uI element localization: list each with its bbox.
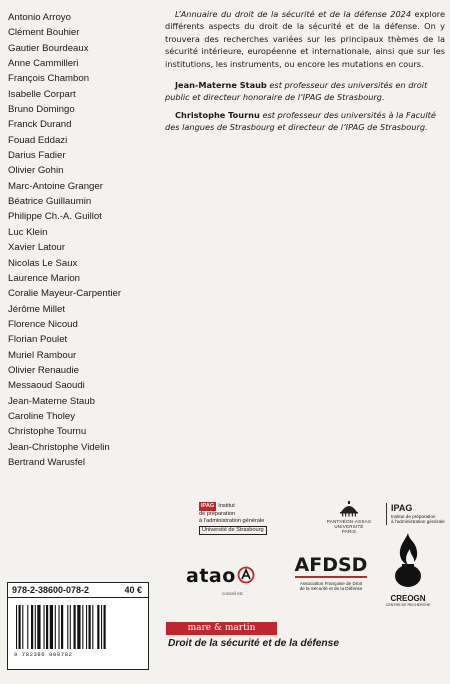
afdsd-name: AFDSD (294, 554, 368, 576)
barcode-bar (37, 605, 40, 649)
author-name: Clément Bouhier (8, 27, 80, 39)
author-name: Olivier Renaudie (8, 364, 79, 376)
barcode-bar (74, 605, 76, 649)
creogn-logo (380, 531, 436, 607)
barcode-bar (44, 605, 45, 649)
pantheon-line3: PARIS (341, 529, 357, 534)
pantheon-line1: PANTHÉON-ASSAS (326, 519, 372, 524)
atao-mark-icon (237, 566, 255, 584)
back-cover-text (165, 8, 445, 139)
publisher-band (166, 622, 448, 656)
ipag-line3: à l’administration générale (199, 518, 265, 524)
author-name: Messaoud Saoudi (8, 380, 85, 392)
author-name: Caroline Tholey (8, 410, 76, 422)
author-list (8, 10, 121, 470)
barcode-digits: 9 782386 000782 (14, 651, 73, 658)
isbn-barcode (7, 582, 149, 670)
atao-logo (186, 565, 255, 587)
author-name: Muriel Rambour (8, 349, 77, 361)
barcode-bar (82, 605, 83, 649)
author-name: Florian Poulet (8, 334, 68, 346)
bio-text: est professeur des universités à la Faculté des langues de Strasbourg et directeur de l’IPAG de Strasbourg. (165, 109, 436, 133)
author-name: Antonio Arroyo (8, 12, 71, 23)
author-name: Gautier Bourdeaux (8, 42, 89, 54)
barcode-bar (50, 605, 53, 649)
barcode-bar (31, 605, 33, 649)
afdsd-sub1: Association Française de Droit (299, 581, 363, 586)
creogn-subtitle: CENTRE DE RECHERCHE (385, 603, 431, 607)
author-name: Xavier Latour (8, 242, 66, 254)
author-name: Franck Durand (8, 119, 72, 131)
author-name: Jérôme Millet (8, 303, 66, 315)
author-name: Olivier Gohin (8, 165, 64, 177)
collection-title: Droit de la sécurité et de la défense (168, 638, 339, 649)
barcode-bar (46, 605, 48, 649)
barcode-bar (61, 605, 63, 649)
barcode-bar (22, 605, 23, 649)
ipag-paris-title: IPAG (391, 503, 413, 513)
barcode-bar (86, 605, 87, 649)
author-name: Christophe Tournu (8, 426, 87, 438)
ipag-line1: Institut (218, 503, 235, 509)
price: 40 € (124, 585, 142, 595)
author-name: Jean-Christophe Videlin (8, 441, 110, 453)
description-text: explore différents aspects du droit de la sécurité et de la défense. On y trouvera des recherches variées sur les principaux thèmes de la sécurité intérieure, européenne et internationale, ainsi que sur les institutions, les instruments, ou encore les mutations en cours. (165, 9, 445, 69)
author-name: Marc-Antoine Granger (8, 180, 103, 192)
barcode-bar (19, 605, 21, 649)
author-name: Anne Cammilleri (8, 58, 79, 70)
author-bio (165, 109, 445, 134)
author-name: Béatrice Guillaumin (8, 196, 92, 208)
author-name: François Chambon (8, 73, 90, 85)
pantheon-line2: UNIVERSITÉ (334, 524, 364, 529)
author-name: Darius Fadier (8, 150, 66, 162)
barcode-bar (97, 605, 99, 649)
ipag-tag: IPAG (201, 503, 215, 509)
flame-grenade-icon (391, 531, 425, 589)
author-name: Nicolas Le Saux (8, 257, 78, 269)
bio-name: Christophe Tournu (175, 109, 260, 120)
isbn-row (8, 583, 148, 598)
ipag-paris-sub2: à l’administration générale (391, 519, 445, 525)
barcode-bar (104, 605, 106, 649)
barcode-bar (35, 605, 36, 649)
barcode-bar (55, 605, 56, 649)
bio-name: Jean-Materne Staub (175, 80, 267, 91)
barcode-bar (77, 605, 80, 649)
afdsd-logo (292, 555, 370, 591)
author-name: Philippe Ch.-A. Guillot (8, 211, 102, 223)
barcode-bar (89, 605, 91, 649)
book-title: L’Annuaire du droit de la sécurité et de la défense 2024 (175, 9, 412, 19)
barcode-bar (16, 605, 17, 649)
author-bio (165, 79, 445, 104)
ipag-strasbourg-logo (199, 502, 309, 542)
book-description (165, 8, 445, 70)
barcode-bar (59, 605, 60, 649)
creogn-name: CREOGN (390, 594, 426, 603)
pantheon-assas-logo (317, 500, 381, 540)
afdsd-sub2: de la Sécurité et de la Défense (299, 586, 363, 592)
barcode-bar (92, 605, 93, 649)
isbn-number: 978-2-38600-078-2 (12, 585, 90, 595)
author-name: Florence Nicoud (8, 318, 78, 330)
author-name: Coralie Mayeur-Carpentier (8, 288, 122, 300)
barcode-bar (27, 605, 28, 649)
ipag-paris-sub1: Institut de préparation (391, 514, 436, 519)
author-name: Laurence Marion (8, 272, 80, 284)
barcode-bars (16, 605, 140, 649)
bio-text: est professeur des universités en droit public et directeur honoraire de l’IPAG de Strasbourg. (165, 80, 428, 103)
ipag-university: Université de Strasbourg (199, 526, 267, 535)
barcode-bar (67, 605, 68, 649)
ipag-line2: de préparation (199, 511, 236, 517)
author-name: Luc Klein (8, 226, 48, 238)
author-name: Fouad Eddazi (8, 134, 68, 146)
barcode-bar (70, 605, 71, 649)
atao-name: atao (186, 565, 236, 587)
atao-subtitle: conseil etc (222, 591, 244, 596)
ipag-paris-logo (386, 503, 450, 525)
author-name: Bruno Domingo (8, 104, 75, 116)
publisher-brand: mare & martin (166, 622, 277, 635)
author-name: Jean-Materne Staub (8, 395, 95, 407)
author-name: Isabelle Corpart (8, 88, 76, 100)
author-name: Bertrand Warusfel (8, 456, 85, 468)
barcode-bar (101, 605, 102, 649)
pantheon-dome-icon (337, 500, 361, 518)
